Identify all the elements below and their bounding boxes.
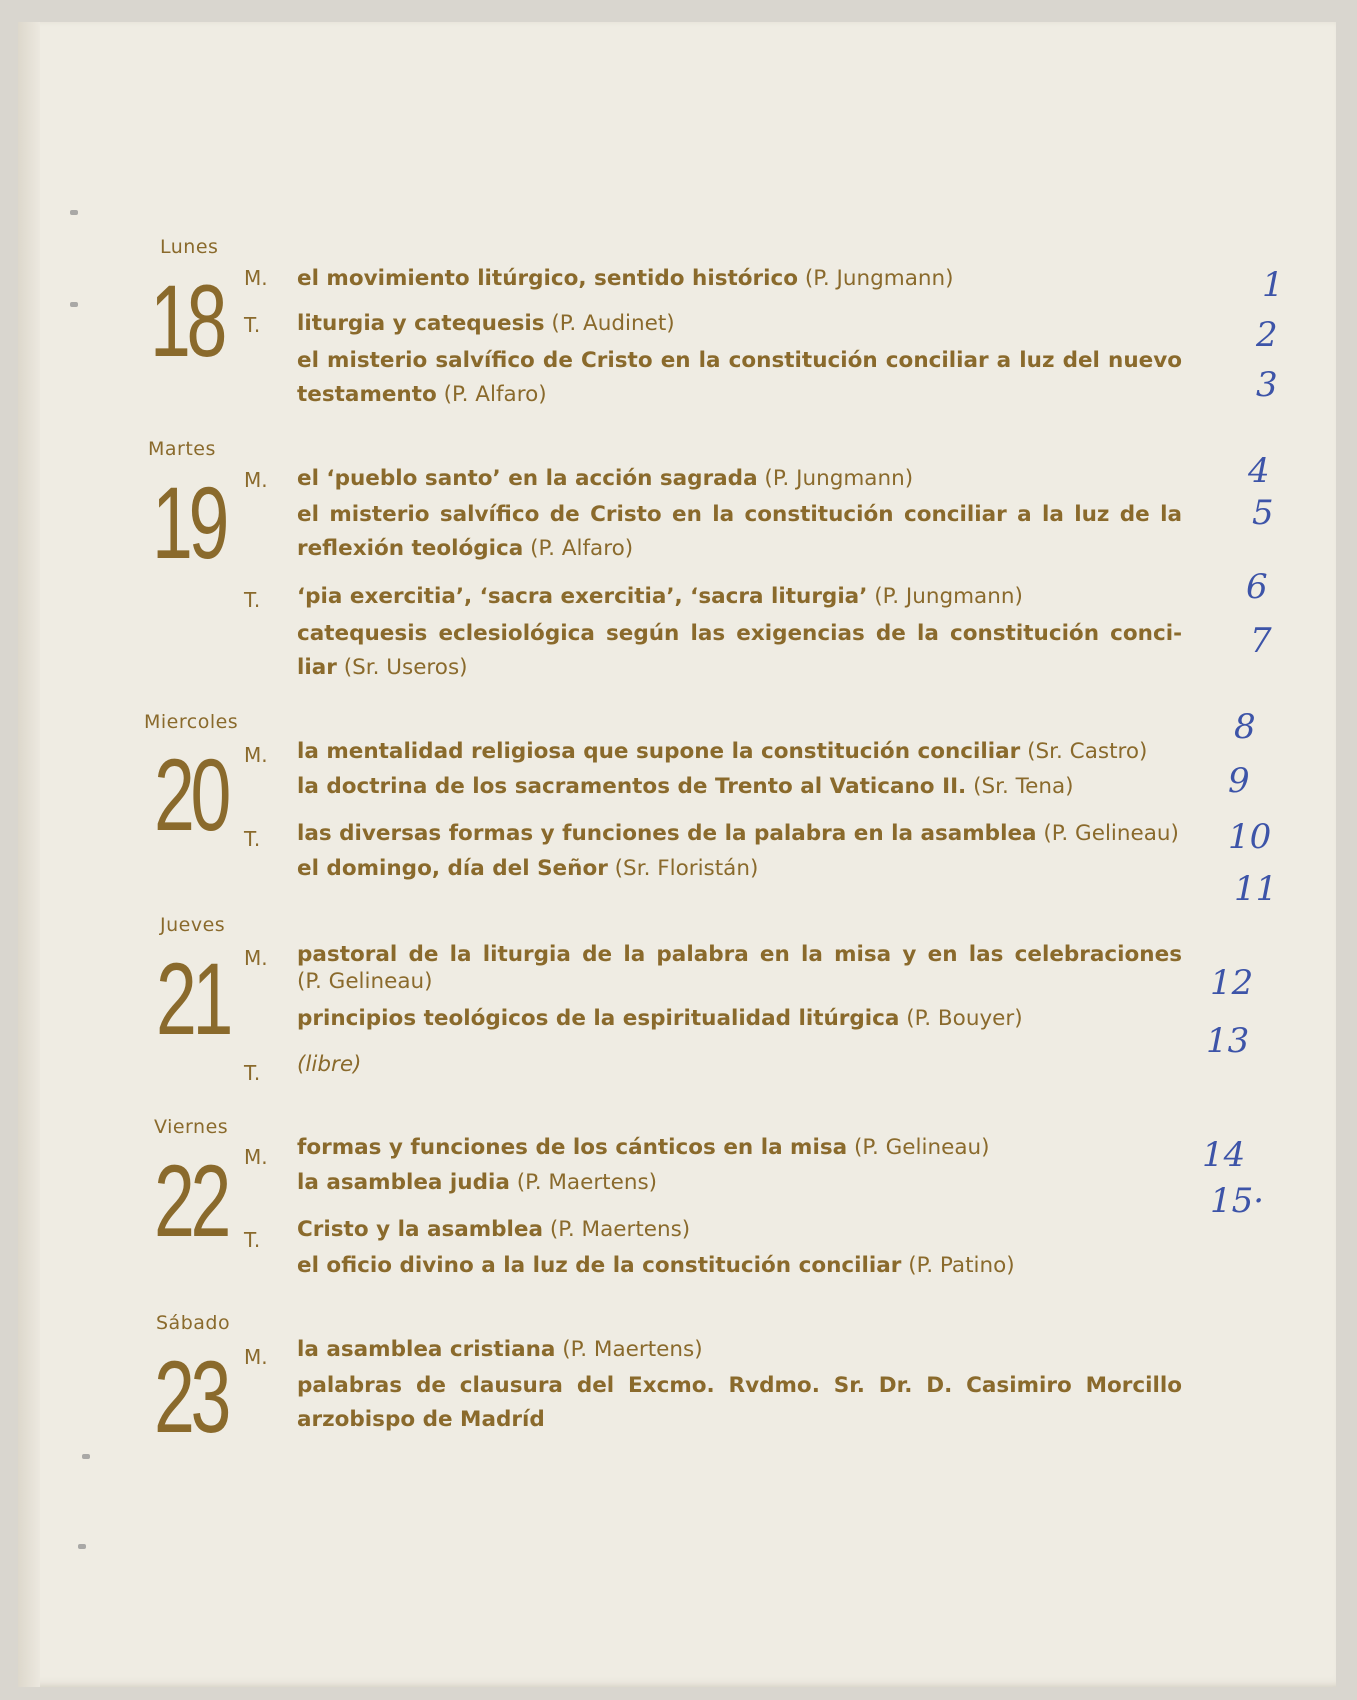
session-line: ‘pia exercitia’, ‘sacra exercitia’, ‘sacra liturgia’ (P. Jungmann): [297, 584, 1023, 609]
slot-morning: M.: [244, 1345, 268, 1369]
slot-afternoon: T.: [244, 827, 261, 851]
day-number: 21: [156, 942, 230, 1056]
slot-afternoon: T.: [244, 313, 261, 337]
session-line: catequesis eclesiológica según las exigencias de la constitución conci-: [297, 621, 1182, 646]
handwritten-number: 2: [1256, 315, 1278, 355]
day-number: 18: [150, 264, 224, 378]
session-line: las diversas formas y funciones de la palabra en la asamblea (P. Gelineau): [297, 821, 1179, 846]
handwritten-number: 13: [1206, 1021, 1250, 1061]
staple-mark: [70, 302, 78, 307]
session-line: (P. Gelineau): [297, 969, 433, 994]
day-name: Viernes: [154, 1116, 229, 1138]
staple-mark: [78, 1544, 86, 1549]
session-line: el misterio salvífico de Cristo en la constitución conciliar a la luz de la: [297, 502, 1182, 527]
session-line: testamento (P. Alfaro): [297, 382, 547, 407]
slot-morning: M.: [244, 946, 268, 970]
session-line: el ‘pueblo santo’ en la acción sagrada (P. Jungmann): [297, 466, 914, 491]
slot-morning: M.: [244, 743, 268, 767]
staple-mark: [70, 210, 78, 215]
day-number: 22: [154, 1144, 228, 1258]
handwritten-number: 15·: [1210, 1181, 1265, 1221]
day-name: Sábado: [156, 1312, 231, 1334]
handwritten-number: 9: [1228, 761, 1250, 801]
day-name: Jueves: [160, 914, 226, 936]
day-number: 23: [154, 1340, 228, 1454]
day-name: Martes: [148, 438, 216, 460]
session-line: la mentalidad religiosa que supone la constitución conciliar (Sr. Castro): [297, 739, 1148, 764]
session-line: arzobispo de Madríd: [297, 1407, 545, 1432]
session-line: liturgia y catequesis (P. Audinet): [297, 311, 675, 336]
handwritten-number: 4: [1248, 451, 1270, 491]
slot-morning: M.: [244, 266, 268, 290]
slot-morning: M.: [244, 1145, 268, 1169]
staple-mark: [82, 1454, 90, 1459]
day-name: Lunes: [160, 236, 219, 258]
handwritten-number: 12: [1210, 963, 1254, 1003]
day-number: 20: [154, 738, 228, 852]
session-line: liar (Sr. Useros): [297, 655, 468, 680]
day-name: Miercoles: [144, 711, 239, 733]
handwritten-number: 1: [1262, 265, 1284, 305]
handwritten-number: 14: [1202, 1135, 1246, 1175]
slot-afternoon: T.: [244, 1061, 261, 1085]
handwritten-number: 7: [1250, 621, 1272, 661]
session-line: pastoral de la liturgia de la palabra en la misa y en las celebraciones: [297, 942, 1182, 967]
handwritten-number: 10: [1228, 817, 1272, 857]
handwritten-number: 5: [1252, 493, 1274, 533]
slot-afternoon: T.: [244, 1228, 261, 1252]
binding-edge: [18, 22, 40, 1687]
day-number: 19: [152, 466, 226, 580]
handwritten-number: 3: [1256, 365, 1278, 405]
handwritten-number: 11: [1234, 869, 1278, 909]
session-line: formas y funciones de los cánticos en la misa (P. Gelineau): [297, 1135, 990, 1160]
session-line: la asamblea cristiana (P. Maertens): [297, 1337, 703, 1362]
session-line: la doctrina de los sacramentos de Trento al Vaticano II. (Sr. Tena): [297, 774, 1074, 799]
session-line: palabras de clausura del Excmo. Rvdmo. Sr. Dr. D. Casimiro Morcillo: [297, 1373, 1182, 1398]
slot-morning: M.: [244, 468, 268, 492]
session-line: Cristo y la asamblea (P. Maertens): [297, 1217, 691, 1242]
session-line: la asamblea judia (P. Maertens): [297, 1170, 658, 1195]
handwritten-number: 8: [1234, 707, 1256, 747]
session-line: el oficio divino a la luz de la constitución conciliar (P. Patino): [297, 1253, 1015, 1278]
session-line: el misterio salvífico de Cristo en la constitución conciliar a luz del nuevo: [297, 348, 1182, 373]
session-line: (libre): [297, 1052, 362, 1077]
session-line: el movimiento litúrgico, sentido histórico (P. Jungmann): [297, 266, 954, 291]
handwritten-number: 6: [1246, 567, 1268, 607]
session-line: reflexión teológica (P. Alfaro): [297, 536, 634, 561]
slot-afternoon: T.: [244, 588, 261, 612]
session-line: principios teológicos de la espiritualidad litúrgica (P. Bouyer): [297, 1006, 1023, 1031]
session-line: el domingo, día del Señor (Sr. Floristán): [297, 856, 759, 881]
